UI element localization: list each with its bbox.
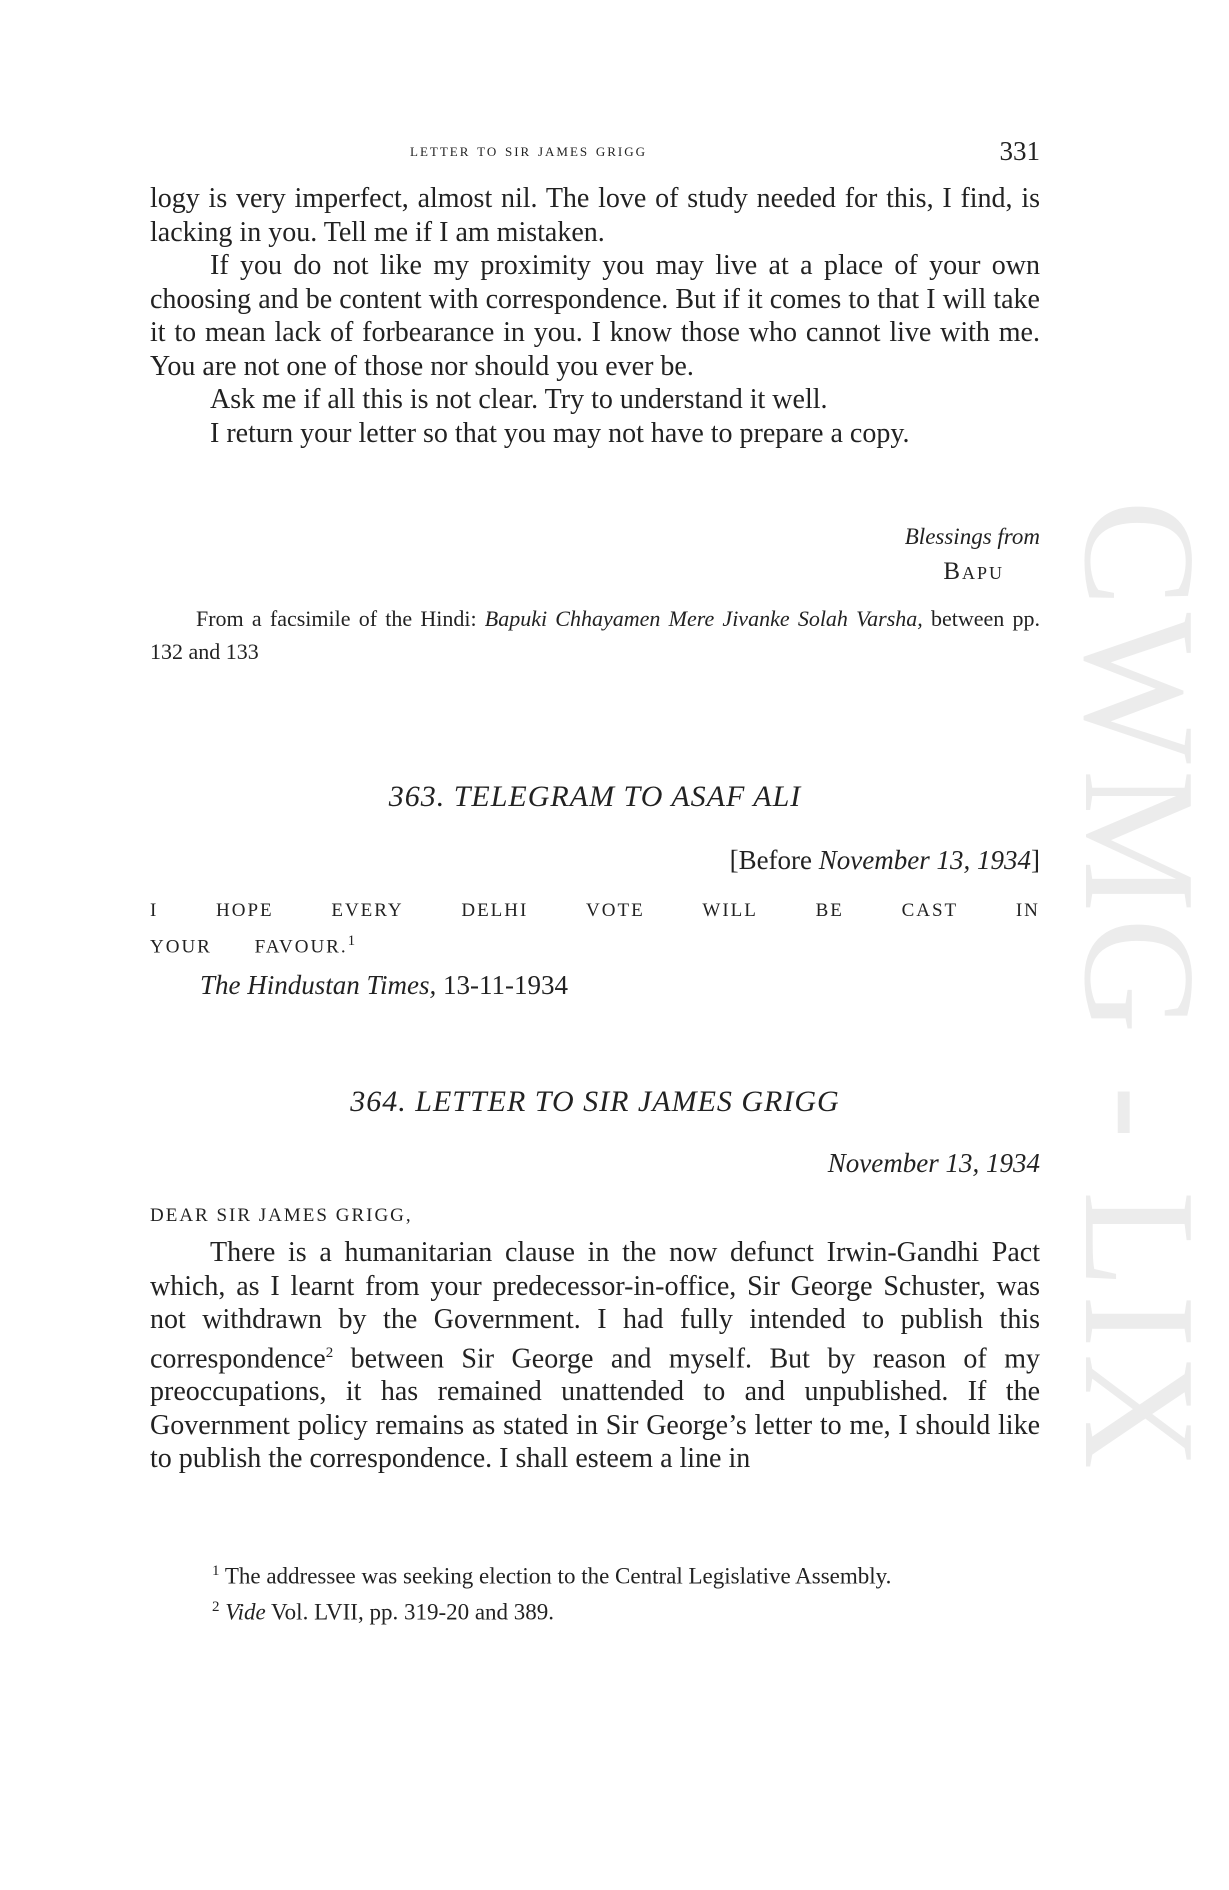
source-note bbox=[150, 602, 1040, 668]
letter2-body bbox=[150, 1236, 1040, 1476]
source-prefix: From a facsimile of the Hindi: bbox=[196, 606, 485, 631]
paragraph: logy is very imperfect, almost nil. The love of study needed for this, I find, is lacking in you. Tell me if I am mistaken. bbox=[150, 183, 1040, 248]
page-number: 331 bbox=[999, 136, 1040, 166]
footnote-ref-1: 1 bbox=[347, 933, 358, 949]
footnotes bbox=[212, 1556, 1040, 1627]
source-title: Bapuki Chhayamen Mere Jivanke Solah Varsha, bbox=[484, 606, 923, 631]
footnote-2 bbox=[212, 1592, 1040, 1628]
footnote-vide: Vide bbox=[225, 1599, 266, 1625]
salutation: DEAR SIR JAMES GRIGG, bbox=[150, 1205, 413, 1226]
paragraph: If you do not like my proximity you may live at a place of your own choosing and be content with correspondence. But if it comes to that I will take it to mean lack of forbearance in you. I know those who cannot live with me. You are not one of those nor should you ever be. bbox=[150, 250, 1040, 382]
heading-364: 364. LETTER TO SIR JAMES GRIGG bbox=[350, 1085, 840, 1118]
telegram-word: EVERY bbox=[331, 900, 404, 921]
footnote-1 bbox=[212, 1556, 1040, 1592]
dateline-close: ] bbox=[1031, 845, 1040, 875]
telegram-line-2 bbox=[150, 933, 1040, 958]
telegram-word: VOTE bbox=[586, 900, 645, 921]
telegram-word: BE bbox=[815, 900, 844, 921]
dateline-364: November 13, 1934 bbox=[827, 1148, 1040, 1178]
telegram-word: CAST bbox=[901, 900, 959, 921]
dateline-363 bbox=[730, 845, 1040, 876]
footnote-text: Vol. LVII, pp. 319-20 and 389. bbox=[265, 1599, 555, 1625]
source-363 bbox=[200, 970, 1090, 1001]
closing: Blessings from bbox=[904, 524, 1040, 549]
watermark bbox=[1020, 500, 1229, 1476]
source-suffix: between pp. 132 and 133 bbox=[150, 606, 1040, 664]
signature: Bapu bbox=[943, 558, 1004, 585]
dateline-date: November 13, 1934 bbox=[818, 845, 1031, 875]
heading-363: 363. TELEGRAM TO ASAF ALI bbox=[388, 780, 802, 813]
body-text: between Sir George and myself. But by reason of my preoccupations, it has remained unattended to and unpublished. If the Government policy remains as stated in Sir George’s letter to me, I should like to publish the correspondence. I shall esteem a line in bbox=[150, 1342, 1040, 1475]
paragraph: I return your letter so that you may not have to prepare a copy. bbox=[210, 417, 910, 449]
telegram-word: WILL bbox=[702, 900, 758, 921]
running-head bbox=[150, 136, 1040, 166]
body-text: There is a humanitarian clause in the now defunct Irwin-Gandhi Pact which, as I learnt from your predecessor-in-office, Sir George Schuster, was not withdrawn by the Government. I had fully intended to publish this correspondence bbox=[150, 1237, 1040, 1374]
telegram-word: IN bbox=[1015, 900, 1040, 921]
letter1-source bbox=[150, 602, 1040, 668]
dateline-open: [Before bbox=[729, 845, 819, 875]
footnote-text: The addressee was seeking election to the Central Legislative Assembly. bbox=[219, 1563, 892, 1589]
page bbox=[150, 0, 1040, 1890]
telegram-text: YOUR FAVOUR. bbox=[150, 936, 348, 958]
watermark-text: CWMG - LIX bbox=[1051, 500, 1229, 1476]
telegram-word: DELHI bbox=[461, 900, 529, 921]
footnote-mark: 2 bbox=[212, 1598, 220, 1615]
running-title: letter to sir james grigg bbox=[410, 140, 648, 161]
source-date: 13-11-1934 bbox=[436, 970, 569, 1000]
footnote-ref-2: 2 bbox=[325, 1344, 334, 1361]
source-newspaper: The Hindustan Times, bbox=[200, 970, 437, 1000]
paragraph: Ask me if all this is not clear. Try to understand it well. bbox=[210, 384, 828, 415]
letter1-body bbox=[150, 182, 1040, 450]
footnote-mark: 1 bbox=[212, 1563, 220, 1579]
telegram-line-1 bbox=[150, 900, 1040, 922]
telegram-word: HOPE bbox=[216, 900, 274, 921]
paragraph bbox=[150, 1236, 1040, 1476]
telegram-word: I bbox=[150, 900, 159, 921]
